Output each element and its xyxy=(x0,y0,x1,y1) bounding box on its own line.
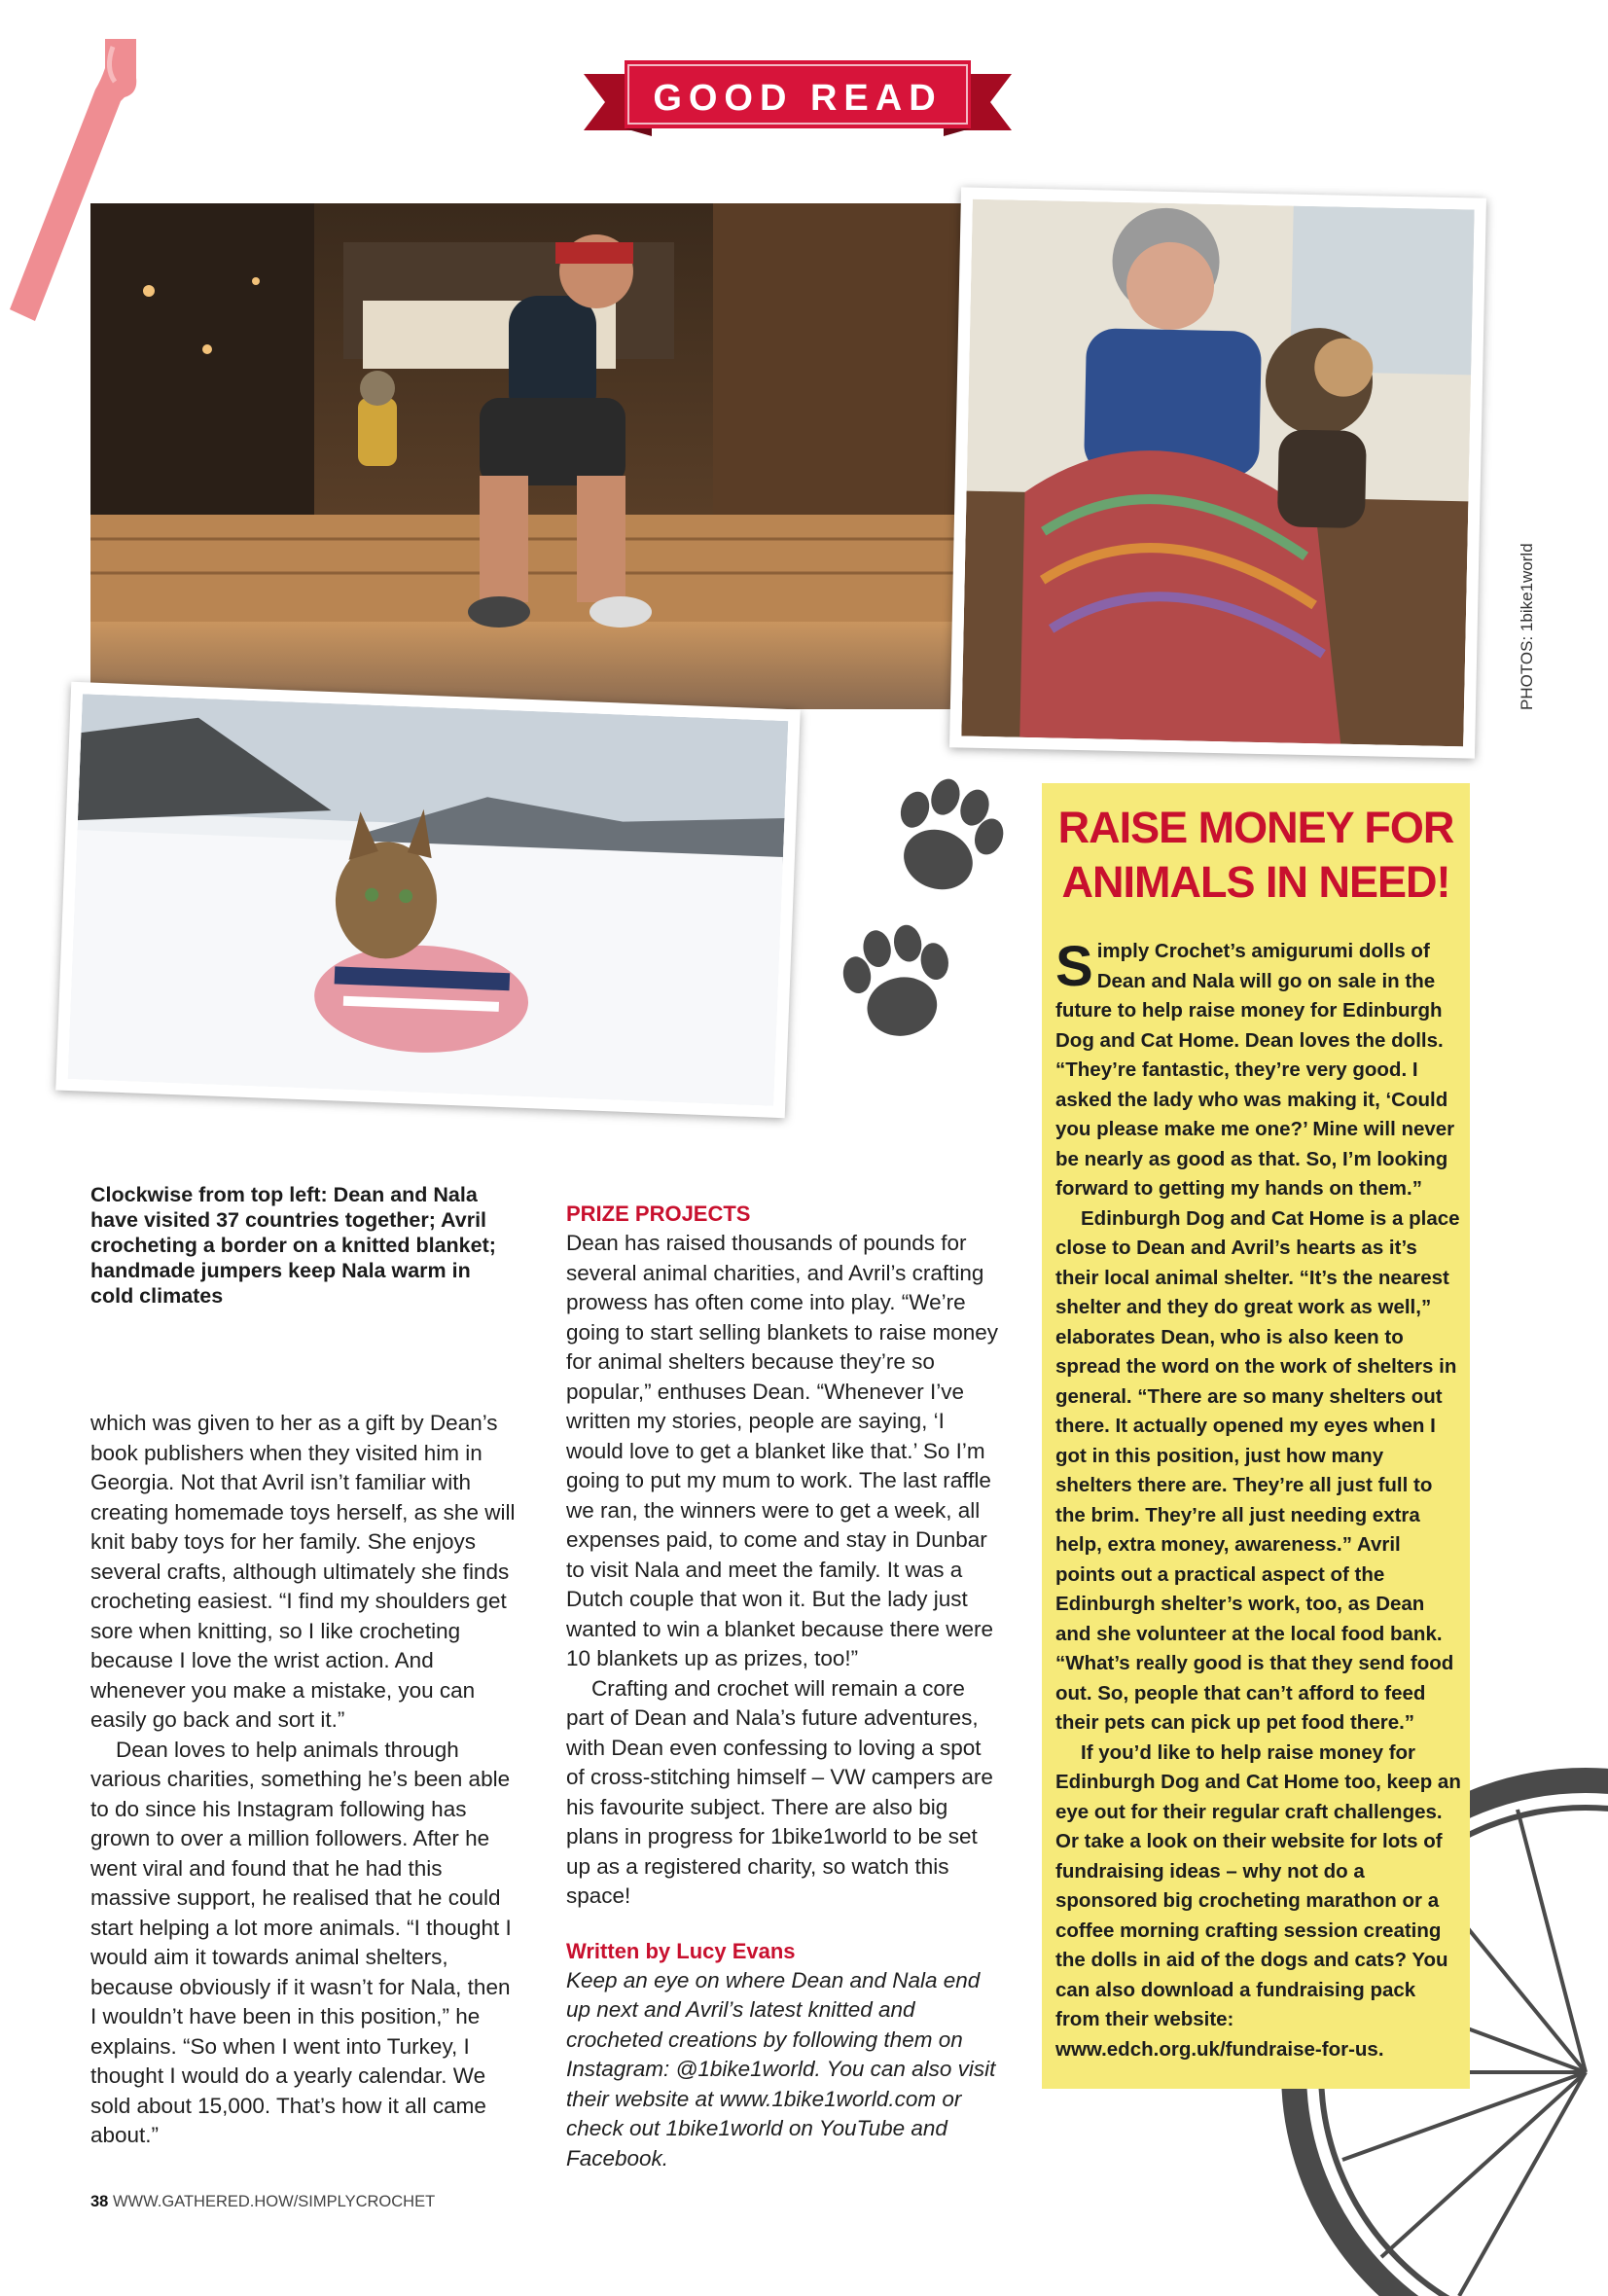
sidebar-title: RAISE MONEY FOR ANIMALS IN NEED! xyxy=(1057,803,1454,907)
photo-caption: Clockwise from top left: Dean and Nala have visited 37 countries together; Avril crocheting a border on a knitted blanket; handmade jumpers keep Nala warm in cold climates xyxy=(90,1183,496,1308)
article-column-1 xyxy=(90,1409,518,2151)
nala-in-snow-photo xyxy=(68,694,789,1106)
photo-frame-nala-snow xyxy=(55,682,801,1118)
sidebar-body xyxy=(1055,937,1462,2064)
paragraph: Simply Crochet’s amigurumi dolls of Dean and Nala will go on sale in the future to help raise money for Edinburgh Dog and Cat Home. Dean loves the dolls. “They’re fantastic, they’re very good. I asked the lady who was making it, ‘Could you please make me one?’ Mine will never be nearly as good as that. So, I’m looking forward to getting my hands on them.” xyxy=(1055,935,1455,1200)
outro-text: Keep an eye on where Dean and Nala end up next and Avril’s latest knitted and crocheted creations by following them on Instagram: @1bike1world. You can also visit their website at www.1bike1world.com or check out 1bike1world on YouTube and Facebook. xyxy=(566,1967,996,2170)
byline: Written by Lucy Evans xyxy=(566,1938,796,1963)
subheading: PRIZE PROJECTS xyxy=(566,1202,751,1226)
paragraph: Dean loves to help animals through various charities, something he’s been able to do since his Instagram following has grown to over a million followers. After he went viral and found that he had this massive support, he realised that he could start helping a lot more animals. “I thought I would aim it towards animal shelters, because obviously if it wasn’t for Nala, then I wouldn’t have been in this position,” he explains. “So when I went into Turkey, I thought I would do a yearly calendar. We sold about 15,000. That’s how it all came about.” xyxy=(90,1737,512,2147)
avril-crocheting-photo xyxy=(961,199,1474,747)
paragraph: which was given to her as a gift by Dean’s book publishers when they visited him in Georgia. Not that Avril isn’t familiar with creating homemade toys herself, as she will knit baby toys for her family. She enjoys several crafts, although ultimately she finds crocheting easiest. “I find my shoulders get sore when knitting, so I like crocheting because I love the wrist action. And whenever you make a mistake, you can easily go back and sort it.” xyxy=(90,1411,516,1732)
page-footer xyxy=(90,2193,435,2211)
photo-credit: PHOTOS: 1bike1world xyxy=(1518,543,1536,710)
footer-url: WWW.GATHERED.HOW/SIMPLYCROCHET xyxy=(112,2193,436,2210)
page-number: 38 xyxy=(90,2193,109,2210)
dean-and-nala-photo xyxy=(90,203,962,709)
paw-print-icon xyxy=(824,905,972,1060)
drop-cap: S xyxy=(1055,935,1093,998)
paragraph: Crafting and crochet will remain a core part of Dean and Nala’s future adventures, with Dean even confessing to loving a spot of cross-stitching himself – VW campers are his favourite subject. There are also big plans in progress for 1bike1world to be set up as a registered charity, so watch this space! xyxy=(566,1675,993,1908)
paragraph: If you’d like to help raise money for Edinburgh Dog and Cat Home too, keep an eye out for their regular craft challenges. Or take a look on their website for lots of fundraising ideas – why not do a sponsored big crocheting marathon or a coffee morning crafting session creating the dolls in aid of the dogs and cats? You can also download a fundraising pack from their website: www.edch.org.uk/fundraise-for-us. xyxy=(1055,1740,1461,2061)
paragraph: Dean has raised thousands of pounds for several animal charities, and Avril’s crafting prowess has often come into play. “We’re going to start selling blankets to raise money for animal shelters because they’re so popular,” enthuses Dean. “Whenever I’ve written my stories, people are saying, ‘I would love to get a blanket like that.’ So I’m going to put my mum to work. The last raffle we ran, the winners were to get a week, all expenses paid, to come and stay in Dunbar to visit Nala and meet the family. It was a Dutch couple that won it. But the lady just wanted to win a blanket because there were 10 blankets up as prizes, too!” xyxy=(566,1231,998,1670)
paw-print-icon xyxy=(864,751,1029,922)
banner-label: GOOD READ xyxy=(653,78,943,119)
paragraph: Edinburgh Dog and Cat Home is a place close to Dean and Avril’s hearts as it’s their local animal shelter. “It’s the nearest shelter and they do great work as well,” elaborates Dean, who is also keen to spread the word on the work of shelters in general. “There are so many shelters out there. It actually opened my eyes when I got in this position, just how many shelters there are. They’re all just full to the brim. They’re all just needing extra help, extra money, awareness.” Avril points out a practical aspect of the Edinburgh shelter’s work, too, as Dean and she volunteer at the local food bank. “What’s really good is that they send food out. So, people that can’t afford to feed their pets can pick up pet food there.” xyxy=(1055,1206,1460,1734)
article-column-2 xyxy=(566,1200,1000,2173)
photo-frame-avril xyxy=(949,187,1486,758)
section-banner xyxy=(584,60,1012,136)
sidebar-box xyxy=(1042,783,1470,2089)
